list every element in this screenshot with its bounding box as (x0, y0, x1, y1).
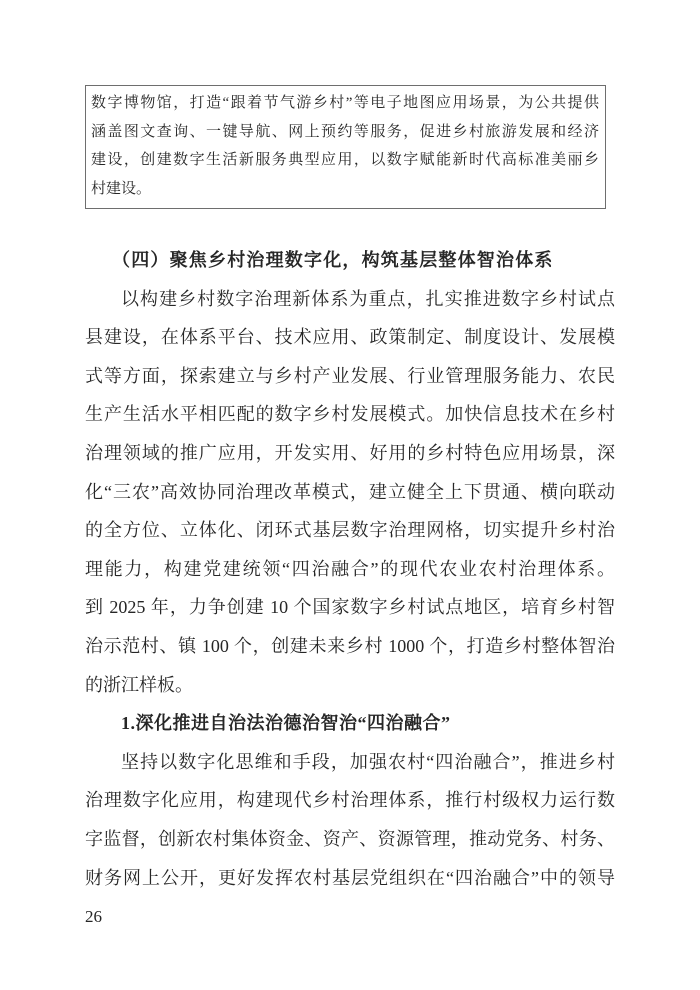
paragraph-line: 生产生活水平相匹配的数字乡村发展模式。加快信息技术在乡村 (85, 404, 615, 425)
page-number: 26 (85, 907, 102, 927)
paragraph-line: 坚持以数字化思维和手段，加强农村“四治融合”，推进乡村 (121, 751, 615, 772)
paragraph-line: 的浙江样板。 (85, 674, 193, 695)
box-text-line: 涵盖图文查询、一键导航、网上预约等服务，促进乡村旅游发展和经济 (91, 123, 599, 140)
paragraph-line: 式等方面，探索建立与乡村产业发展、行业管理服务能力、农民 (85, 365, 615, 386)
paragraph-line: 到 2025 年，力争创建 10 个国家数字乡村试点地区，培育乡村智 (85, 597, 615, 618)
paragraph-line: 以构建乡村数字治理新体系为重点，扎实推进数字乡村试点 (121, 288, 615, 309)
subsection-heading: 1.深化推进自治法治德治智治“四治融合” (121, 713, 451, 734)
paragraph-line: 治理领域的推广应用，开发实用、好用的乡村特色应用场景，深 (85, 442, 615, 463)
body-content (85, 241, 615, 928)
paragraph-line: 理能力，构建党建统领“四治融合”的现代农业农村治理体系。 (85, 558, 615, 579)
paragraph-line: 字监督，创新农村集体资金、资产、资源管理，推动党务、村务、 (85, 828, 615, 849)
paragraph-line: 治理数字化应用，构建现代乡村治理体系，推行村级权力运行数 (85, 790, 615, 811)
box-text-line: 村建设。 (91, 180, 152, 197)
box-text-line: 建设，创建数字生活新服务典型应用，以数字赋能新时代高标准美丽乡 (91, 152, 599, 168)
paragraph-line: 县建设，在体系平台、技术应用、政策制定、制度设计、发展模 (85, 327, 615, 348)
box-text-line: 数字博物馆，打造“跟着节气游乡村”等电子地图应用场景，为公共提供 (91, 95, 599, 111)
section-heading: （四）聚焦乡村治理数字化，构筑基层整体智治体系 (112, 250, 554, 270)
paragraph-line: 财务网上公开，更好发挥农村基层党组织在“四治融合”中的领导 (85, 867, 615, 888)
boxed-paragraph (85, 85, 606, 209)
paragraph-line: 治示范村、镇 100 个，创建未来乡村 1000 个，打造乡村整体智治 (85, 635, 615, 656)
paragraph-line: 化“三农”高效协同治理改革模式，建立健全上下贯通、横向联动 (85, 481, 615, 502)
paragraph-line: 的全方位、立体化、闭环式基层数字治理网格，切实提升乡村治 (85, 520, 615, 541)
